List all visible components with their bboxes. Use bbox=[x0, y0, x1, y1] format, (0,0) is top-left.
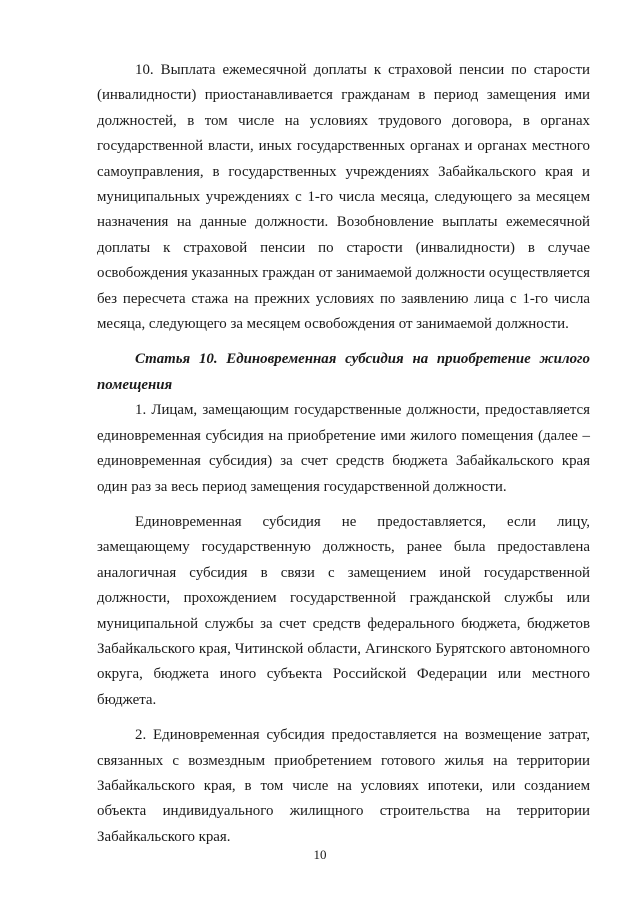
paragraph-10-pension-suspension: 10. Выплата ежемесячной доплаты к страховой пенсии по старости (инвалидности) приостанавливается гражданам в период замещения ими должностей, в том числе на условиях трудового договора, в органах государственной власти, иных государственных органах и органах местного самоуправления, в государственных учреждениях Забайкальского края и муниципальных учреждениях с 1-го числа месяца, следующего за месяцем назначения на данные должности. Возобновление выплаты ежемесячной доплаты к страховой пенсии по старости (инвалидности) в случае освобождения указанных граждан от занимаемой должности осуществляется без пересчета стажа на прежних условиях по заявлению лица с 1-го числа месяца, следующего за месяцем освобождения от занимаемой должности. bbox=[97, 62, 590, 333]
article-10-heading: Статья 10. Единовременная субсидия на приобретение жилого помещения bbox=[97, 351, 590, 393]
paragraph-article10-item2: 2. Единовременная субсидия предоставляется на возмещение затрат, связанных с возмездным приобретением готового жилья на территории Забайкальского края, в том числе на условиях ипотеки, или созданием объекта индивидуального жилищного строительства на территории Забайкальского края. bbox=[97, 727, 590, 845]
paragraph-article10-item1: 1. Лицам, замещающим государственные должности, предоставляется единовременная субсидия на приобретение ими жилого помещения (далее – единовременная субсидия) за счет средств бюджета Забайкальского края один раз за весь период замещения государственной должности. bbox=[97, 402, 590, 495]
paragraph-article10-exclusion: Единовременная субсидия не предоставляется, если лицу, замещающему государственную должность, ранее была предоставлена аналогичная субсидия в связи с замещением иной государственной должности, прохождением государственной гражданской службы или муниципальной службы за счет средств федерального бюджета, бюджетов Забайкальского края, Читинской области, Агинского Бурятского автономного округа, бюджета иного субъекта Российской Федерации или местного бюджета. bbox=[97, 513, 590, 708]
document-body bbox=[97, 58, 590, 850]
page-number: 10 bbox=[313, 847, 327, 862]
